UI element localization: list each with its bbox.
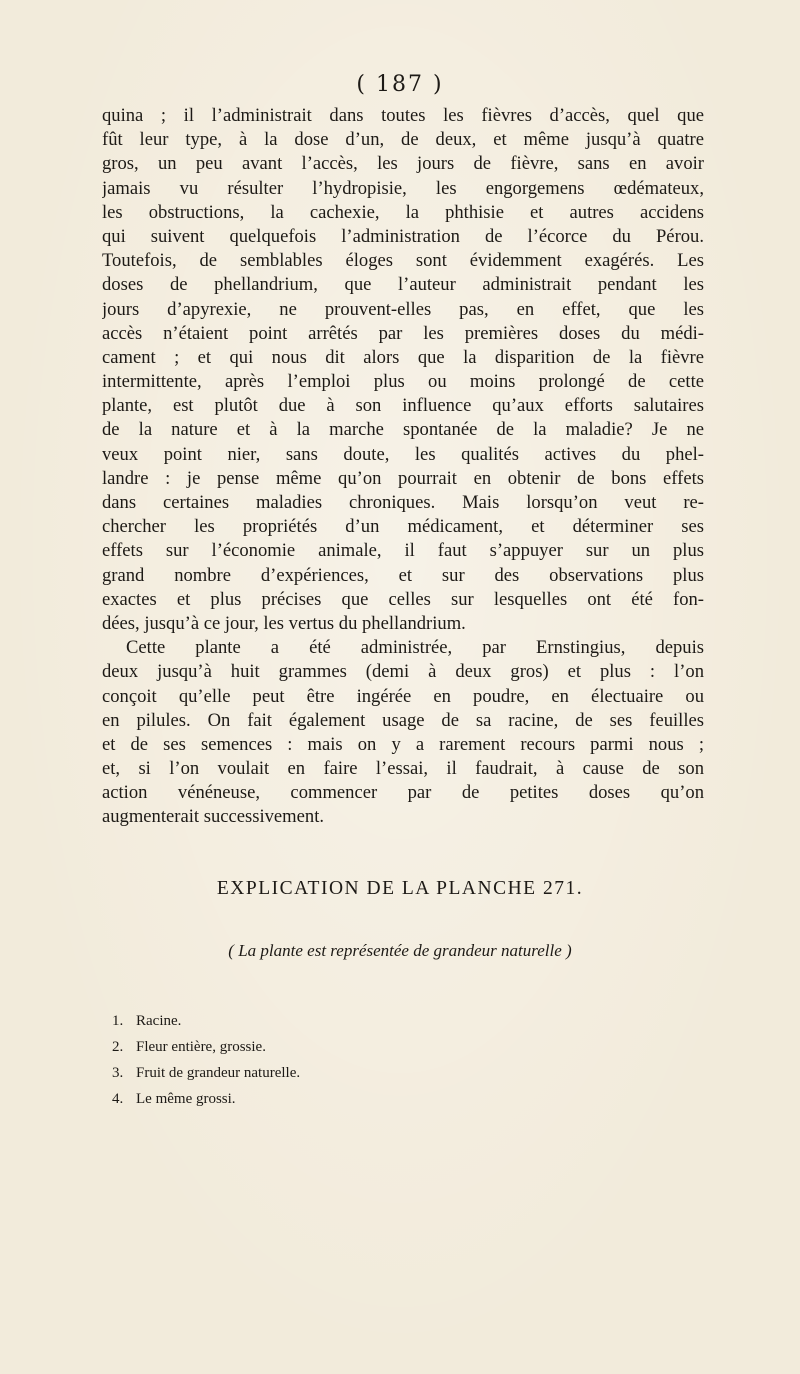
text-line: grand nombre d’expériences, et sur des observations plus bbox=[102, 564, 704, 586]
legend-item bbox=[112, 1086, 300, 1112]
text-line: landre : je pense même qu’on pourrait en obtenir de bons effets bbox=[102, 467, 704, 489]
legend-text: Le même grossi. bbox=[136, 1091, 236, 1107]
legend-number: 3. bbox=[112, 1065, 124, 1081]
text-line: cament ; et qui nous dit alors que la disparition de la fièvre bbox=[102, 346, 704, 368]
legend-number: 2. bbox=[112, 1039, 124, 1055]
text-line: Toutefois, de semblables éloges sont évidemment exagérés. Les bbox=[102, 250, 704, 272]
text-line: les obstructions, la cachexie, la phthisie et autres accidens bbox=[102, 201, 704, 223]
text-line: et, si l’on voulait en faire l’essai, il faudrait, à cause de son bbox=[102, 758, 704, 780]
text-line: chercher les propriétés d’un médicament, et déterminer ses bbox=[102, 516, 704, 538]
text-line: quina ; il l’administrait dans toutes les fièvres d’accès, quel que bbox=[102, 105, 704, 126]
text-line: jamais vu résulter l’hydropisie, les engorgemens œdémateux, bbox=[102, 177, 704, 199]
page-number: ( 187 ) bbox=[356, 72, 444, 97]
text-line: jours d’apyrexie, ne prouvent-elles pas, en effet, que les bbox=[102, 298, 704, 320]
text-line: fût leur type, à la dose d’un, de deux, et même jusqu’à quatre bbox=[102, 129, 704, 151]
plate-legend bbox=[112, 1008, 300, 1112]
text-line: accès n’étaient point arrêtés par les premières doses du médi- bbox=[102, 322, 704, 344]
text-line: qui suivent quelquefois l’administration de l’écorce du Pérou. bbox=[102, 225, 704, 247]
text-line: exactes et plus précises que celles sur lesquelles ont été fon- bbox=[102, 588, 704, 610]
text-line: gros, un peu avant l’accès, les jours de fièvre, sans en avoir bbox=[102, 153, 704, 175]
text-line: conçoit qu’elle peut être ingérée en poudre, en électuaire ou bbox=[102, 685, 704, 707]
text-line: doses de phellandrium, que l’auteur administrait pendant les bbox=[102, 274, 704, 296]
text-line: dans certaines maladies chroniques. Mais lorsqu’on veut re- bbox=[102, 492, 704, 513]
section-heading: EXPLICATION DE LA PLANCHE 271. bbox=[216, 878, 584, 899]
legend-item bbox=[112, 1060, 300, 1086]
legend-text: Racine. bbox=[136, 1013, 182, 1029]
text-line: action vénéneuse, commencer par de petites doses qu’on bbox=[102, 782, 704, 804]
text-line: deux jusqu’à huit grammes (demi à deux gros) et plus : l’on bbox=[102, 661, 704, 683]
legend-item bbox=[112, 1008, 300, 1034]
text-line: de la nature et à la marche spontanée de la maladie? Je ne bbox=[102, 419, 704, 441]
body-text bbox=[102, 104, 704, 830]
text-line: en pilules. On fait également usage de sa racine, de ses feuilles bbox=[102, 709, 704, 731]
legend-text: Fruit de grandeur naturelle. bbox=[136, 1065, 301, 1081]
text-line: dées, jusqu’à ce jour, les vertus du phellandrium. bbox=[102, 612, 466, 634]
plate-caption: ( La plante est représentée de grandeur naturelle ) bbox=[228, 941, 572, 960]
legend-text: Fleur entière, grossie. bbox=[136, 1039, 266, 1055]
text-line: veux point nier, sans doute, les qualités actives du phel- bbox=[102, 443, 704, 465]
text-line: Cette plante a été administrée, par Ernstingius, depuis bbox=[126, 637, 704, 659]
legend-item bbox=[112, 1034, 300, 1060]
text-line: intermittente, après l’emploi plus ou moins prolongé de cette bbox=[102, 371, 704, 393]
text-line: effets sur l’économie animale, il faut s’appuyer sur un plus bbox=[102, 540, 704, 562]
text-line: et de ses semences : mais on y a rarement recours parmi nous ; bbox=[102, 733, 704, 755]
text-line: plante, est plutôt due à son influence qu’aux efforts salutaires bbox=[102, 395, 704, 417]
text-line: augmenterait successivement. bbox=[102, 806, 325, 828]
legend-number: 1. bbox=[112, 1013, 124, 1029]
legend-number: 4. bbox=[112, 1091, 124, 1107]
